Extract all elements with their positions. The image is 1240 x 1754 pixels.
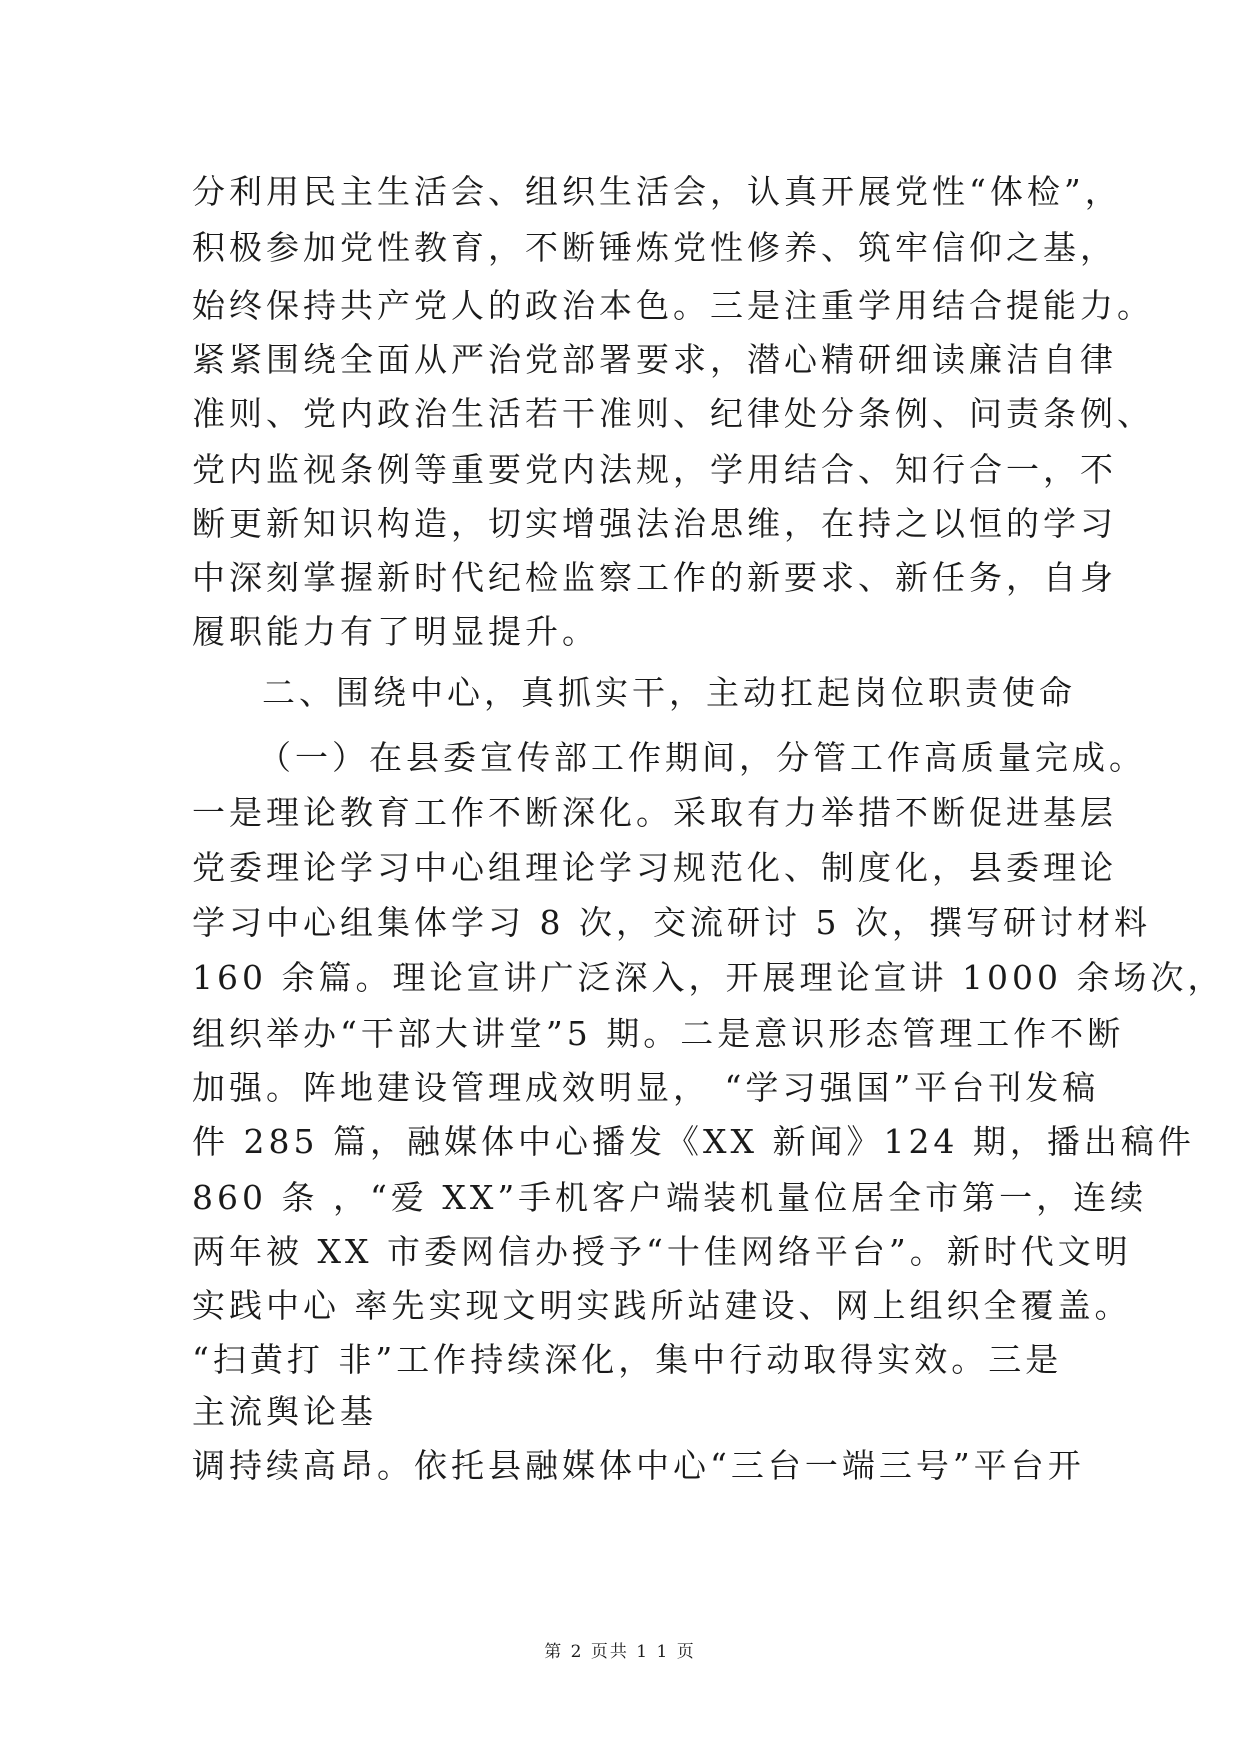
text-line: 学习中心组集体学习 8 次，交流研讨 5 次，撰写研讨材料 <box>192 903 1151 942</box>
text-line: 160 余篇。理论宣讲广泛深入，开展理论宣讲 1000 余场次， <box>192 958 1225 997</box>
text-line: 主流舆论基 <box>192 1392 377 1431</box>
section-heading: 二、围绕中心，真抓实干，主动扛起岗位职责使命 <box>262 673 1076 712</box>
text-line: 党内监视条例等重要党内法规，学用结合、知行合一，不 <box>192 450 1117 489</box>
text-line: 积极参加党性教育，不断锤炼党性修养、筑牢信仰之基， <box>192 228 1117 267</box>
text-line: 调持续高昂。依托县融媒体中心“三台一端三号”平台开 <box>192 1446 1085 1485</box>
text-line: 断更新知识构造，切实增强法治思维，在持之以恒的学习 <box>192 504 1117 543</box>
text-line: 分利用民主生活会、组织生活会，认真开展党性“体检”， <box>192 172 1122 211</box>
text-line: 履职能力有了明显提升。 <box>192 612 599 651</box>
text-line: 一是理论教育工作不断深化。采取有力举措不断促进基层 <box>192 793 1117 832</box>
text-line: 组织举办“干部大讲堂”5 期。二是意识形态管理工作不断 <box>192 1014 1125 1053</box>
page-footer: 第 2 页共 1 1 页 <box>544 1642 696 1662</box>
text-line: 两年被 XX 市委网信办授予“十佳网络平台”。新时代文明 <box>192 1232 1132 1271</box>
text-line: 加强。阵地建设管理成效明显， “学习强国”平台刊发稿 <box>192 1068 1100 1107</box>
text-line: “扫黄打 非”工作持续深化，集中行动取得实效。三是 <box>192 1340 1063 1379</box>
text-line: 实践中心 率先实现文明实践所站建设、网上组织全覆盖。 <box>192 1286 1132 1325</box>
text-line: 准则、党内政治生活若干准则、纪律处分条例、问责条例、 <box>192 394 1154 433</box>
text-line: 中深刻掌握新时代纪检监察工作的新要求、新任务，自身 <box>192 558 1117 597</box>
text-line: 件 285 篇，融媒体中心播发《XX 新闻》124 期，播出稿件 <box>192 1122 1195 1161</box>
text-line: 860 条 ，“爱 XX”手机客户端装机量位居全市第一，连续 <box>192 1178 1148 1217</box>
subsection-heading: （一）在县委宣传部工作期间，分管工作高质量完成。 <box>258 738 1146 777</box>
text-line: 始终保持共产党人的政治本色。三是注重学用结合提能力。 <box>192 286 1154 325</box>
text-line: 紧紧围绕全面从严治党部署要求，潜心精研细读廉洁自律 <box>192 340 1117 379</box>
text-line: 党委理论学习中心组理论学习规范化、制度化，县委理论 <box>192 848 1117 887</box>
